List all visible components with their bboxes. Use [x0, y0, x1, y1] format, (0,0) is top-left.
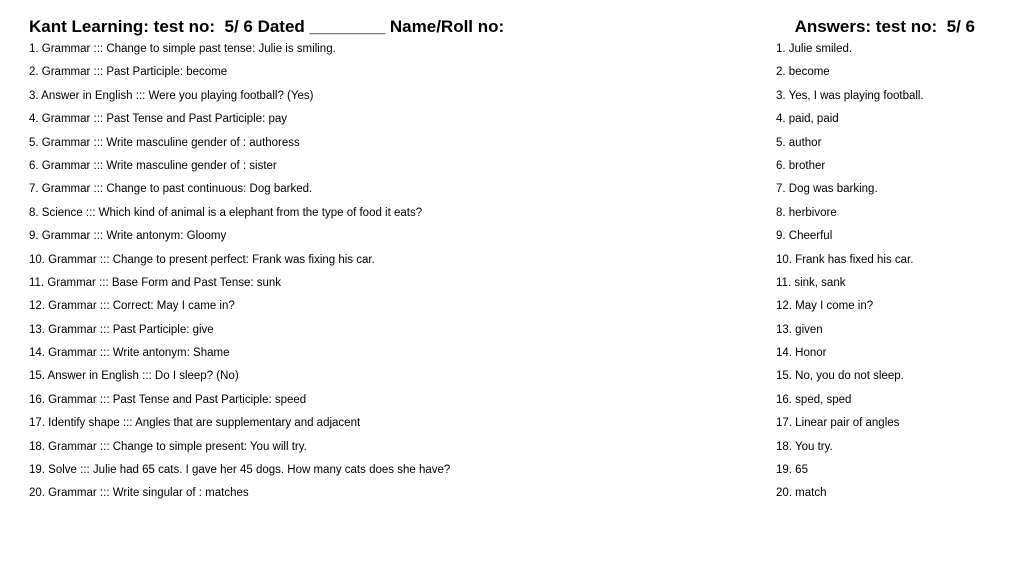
answer-item: 14. Honor — [776, 347, 827, 360]
question-item: 5. Grammar ::: Write masculine gender of : authoress — [29, 136, 300, 149]
question-item: 16. Grammar ::: Past Tense and Past Participle: speed — [29, 393, 307, 406]
question-item: 3. Answer in English ::: Were you playing football? (Yes) — [29, 89, 314, 102]
question-item: 9. Grammar ::: Write antonym: Gloomy — [29, 230, 227, 243]
question-item: 4. Grammar ::: Past Tense and Past Participle: pay — [29, 113, 288, 126]
answer-item: 3. Yes, I was playing football. — [776, 89, 924, 102]
answer-item: 15. No, you do not sleep. — [776, 370, 904, 383]
answer-item: 5. author — [776, 136, 822, 149]
answer-item: 17. Linear pair of angles — [776, 417, 900, 430]
question-item: 17. Identify shape ::: Angles that are supplementary and adjacent — [29, 417, 361, 430]
question-item: 2. Grammar ::: Past Participle: become — [29, 66, 228, 79]
answer-item: 16. sped, sped — [776, 393, 852, 406]
question-item: 1. Grammar ::: Change to simple past tense: Julie is smiling. — [29, 43, 336, 55]
answer-item: 19. 65 — [776, 464, 808, 477]
question-item: 8. Science ::: Which kind of animal is a elephant from the type of food it eats? — [29, 206, 423, 219]
test-title: Kant Learning: test no: 5/ 6 Dated ________ Name/Roll no: — [29, 17, 505, 36]
answer-item: 1. Julie smiled. — [776, 43, 853, 55]
answer-item: 20. match — [776, 487, 827, 500]
question-item: 11. Grammar ::: Base Form and Past Tense: sunk — [29, 276, 282, 289]
answer-item: 6. brother — [776, 159, 826, 172]
answer-item: 4. paid, paid — [776, 113, 839, 126]
answer-item: 11. sink, sank — [776, 276, 846, 289]
question-item: 20. Grammar ::: Write singular of : matches — [29, 487, 249, 500]
question-item: 19. Solve ::: Julie had 65 cats. I gave her 45 dogs. How many cats does she have? — [29, 464, 451, 477]
question-item: 7. Grammar ::: Change to past continuous: Dog barked. — [29, 183, 313, 196]
question-item: 18. Grammar ::: Change to simple present: You will try. — [29, 440, 307, 453]
question-item: 10. Grammar ::: Change to present perfect: Frank was fixing his car. — [29, 253, 375, 266]
answer-item: 9. Cheerful — [776, 230, 833, 243]
answer-item: 10. Frank has fixed his car. — [776, 253, 914, 266]
answer-item: 2. become — [776, 66, 830, 79]
answer-item: 13. given — [776, 323, 823, 336]
answer-list — [776, 41, 1016, 509]
answer-item: 8. herbivore — [776, 206, 837, 219]
answers-title: Answers: test no: 5/ 6 — [794, 17, 975, 36]
question-item: 13. Grammar ::: Past Participle: give — [29, 323, 214, 336]
question-item: 12. Grammar ::: Correct: May I came in? — [29, 300, 235, 313]
question-item: 6. Grammar ::: Write masculine gender of : sister — [29, 159, 277, 172]
answer-item: 12. May I come in? — [776, 300, 874, 313]
answer-item: 18. You try. — [776, 440, 833, 453]
question-item: 15. Answer in English ::: Do I sleep? (No) — [29, 370, 239, 383]
question-item: 14. Grammar ::: Write antonym: Shame — [29, 347, 230, 360]
question-list — [29, 41, 749, 509]
answer-item: 7. Dog was barking. — [776, 183, 878, 196]
